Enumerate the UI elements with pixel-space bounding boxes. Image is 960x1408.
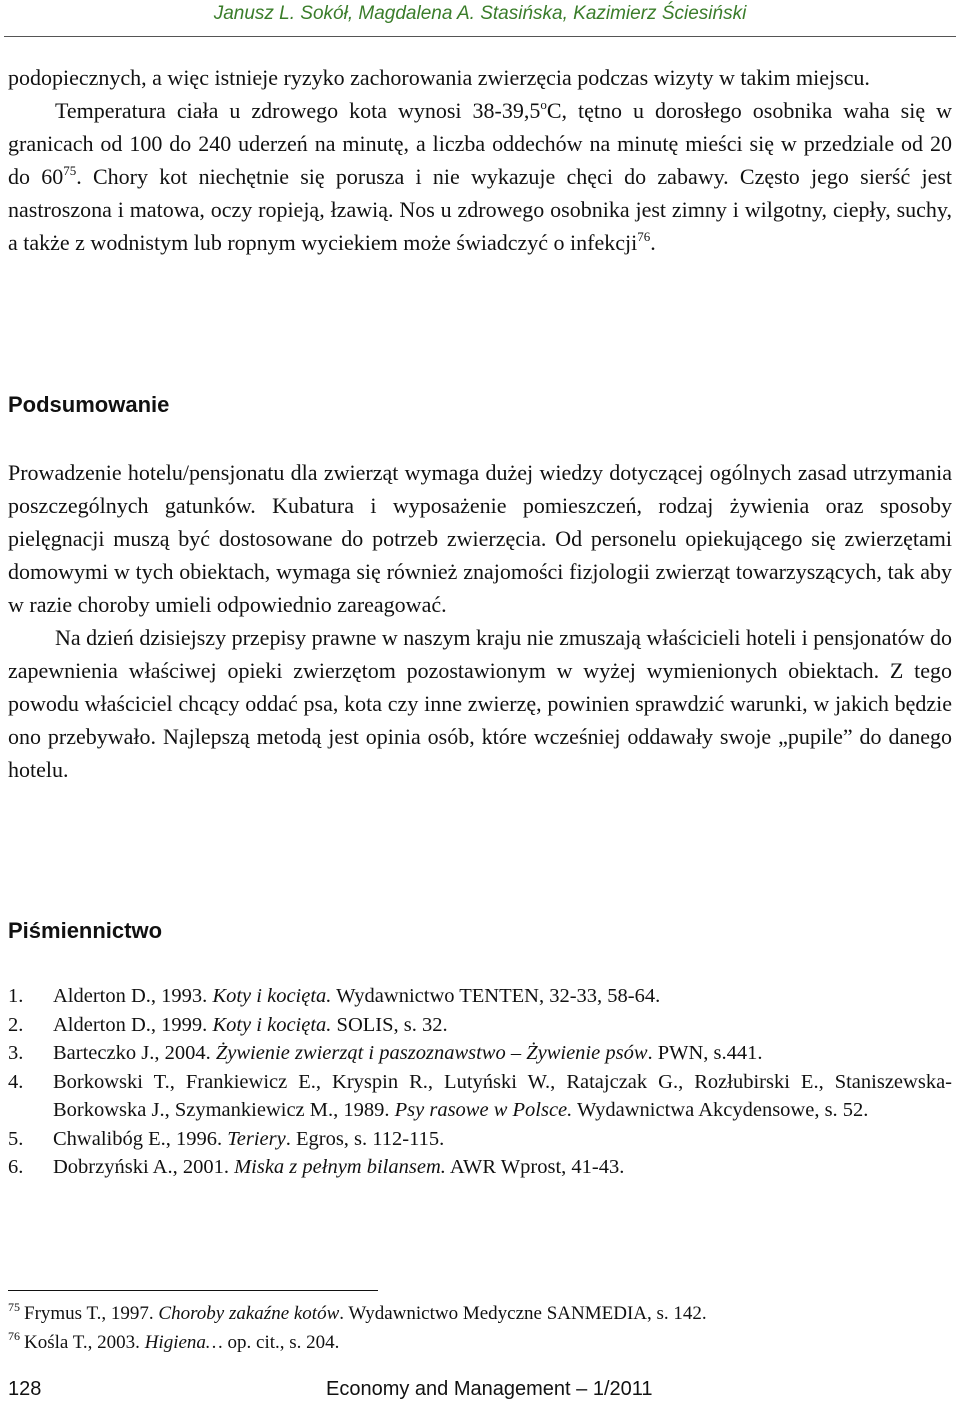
footnote-rule <box>8 1290 378 1291</box>
reference-list <box>8 982 952 1182</box>
footnote-ref-76: 76 <box>637 229 651 244</box>
summary-text <box>8 456 952 786</box>
summary-paragraph-2: Na dzień dzisiejszy przepisy prawne w naszym kraju nie zmuszają właścicieli hoteli i pensjonatów do zapewnienia właściwej opieki zwierzętom pozostawionym w wyżej wymienionych obiektach. Z tego powodu właściciel chcący oddać psa, kota czy inne zwierzę, powinien sprawdzić warunki, w jakich będzie ono przebywało. Najlepszą metodą jest opinia osób, które wcześniej oddawały swoje „pupile” do danego hotelu. <box>8 625 952 782</box>
degree-superscript: o <box>540 97 547 112</box>
reference-item: 3. Barteczko J., 2004. Żywienie zwierząt i paszoznawstwo – Żywienie psów. PWN, s.441. <box>8 1042 763 1064</box>
reference-item: 1. Alderton D., 1993. Koty i kocięta. Wydawnictwo TENTEN, 32-33, 58-64. <box>8 985 661 1007</box>
footnote-75: $^{75}$ Frymus T., 1997. Choroby zakaźne kotów. Wydawnictwo Medyczne SANMEDIA, s. 142. <box>8 1300 707 1324</box>
top-text <box>8 61 952 259</box>
reference-item: 2. Alderton D., 1999. Koty i kocięta. SOLIS, s. 32. <box>8 1013 448 1036</box>
footnote-ref-75: 75 <box>63 163 77 178</box>
paragraph-continued: podopiecznych, a więc istnieje ryzyko zachorowania zwierzęcia podczas wizyty w takim miejscu. <box>8 65 870 90</box>
summary-paragraph-1: Prowadzenie hotelu/pensjonatu dla zwierząt wymaga dużej wiedzy dotyczącej ogólnych zasad utrzymania poszczególnych gatunków. Kubatura i wyposażenie pomieszczeń, rodzaj żywienia oraz sposoby pielęgnacji muszą być dostosowane do potrzeb zwierzęcia. Od personelu opiekującego się zwierzętami domowymi w tych obiektach, wymaga się również znajomości fizjologii zwierząt towarzyszących, tak aby w razie choroby umieli odpowiednio zareagować. <box>8 460 952 617</box>
reference-item: 4. Borkowski T., Frankiewicz E., Kryspin R., Lutyński W., Ratajczak G., Rozłubirski E., Staniszewska- Borkowska J., Szymankiewicz M., 1989. Psy rasowe w Polsce. Wydawnictwa Akcydensowe, s. 52. <box>8 1070 952 1121</box>
reference-item: 6. Dobrzyński A., 2001. Miska z pełnym bilansem. AWR Wprost, 41-43. <box>8 1156 625 1178</box>
reference-item: 5. Chwalibóg E., 1996. Teriery. Egros, s. 112-115. <box>8 1127 445 1150</box>
page-number: 128 <box>8 1378 42 1400</box>
journal-footer: Economy and Management – 1/2011 <box>326 1378 653 1400</box>
footnote-76: $^{76}$ Kośla T., 2003. Higiena… op. cit., s. 204. <box>8 1329 340 1353</box>
references-heading: Piśmiennictwo <box>8 918 163 943</box>
summary-heading: Podsumowanie <box>8 392 170 417</box>
paragraph-cat-health: Temperatura ciała u zdrowego kota wynosi 38-39,5$^o$C, tętno u dorosłego osobnika waha się w granicach od 100 do 240 uderzeń na minutę, a liczba oddechów na minutę mieści się w przedziale od 20 do $60^{75}$. Chory kot niechętnie się porusza i nie wykazuje chęci do zabawy. Często jego sierść jest nastroszona i matowa, oczy ropieją, łzawią. Nos u zdrowego osobnika jest zimny i wilgotny, ciepły, suchy, a także z wodnistym lub ropnym wyciekiem może świadczyć o infekcji$^{76}$. <box>8 97 953 255</box>
header-rule <box>4 36 956 37</box>
footnotes <box>8 1300 952 1358</box>
running-header: Janusz L. Sokół, Magdalena A. Stasińska, Kazimierz Ściesiński <box>213 3 747 24</box>
